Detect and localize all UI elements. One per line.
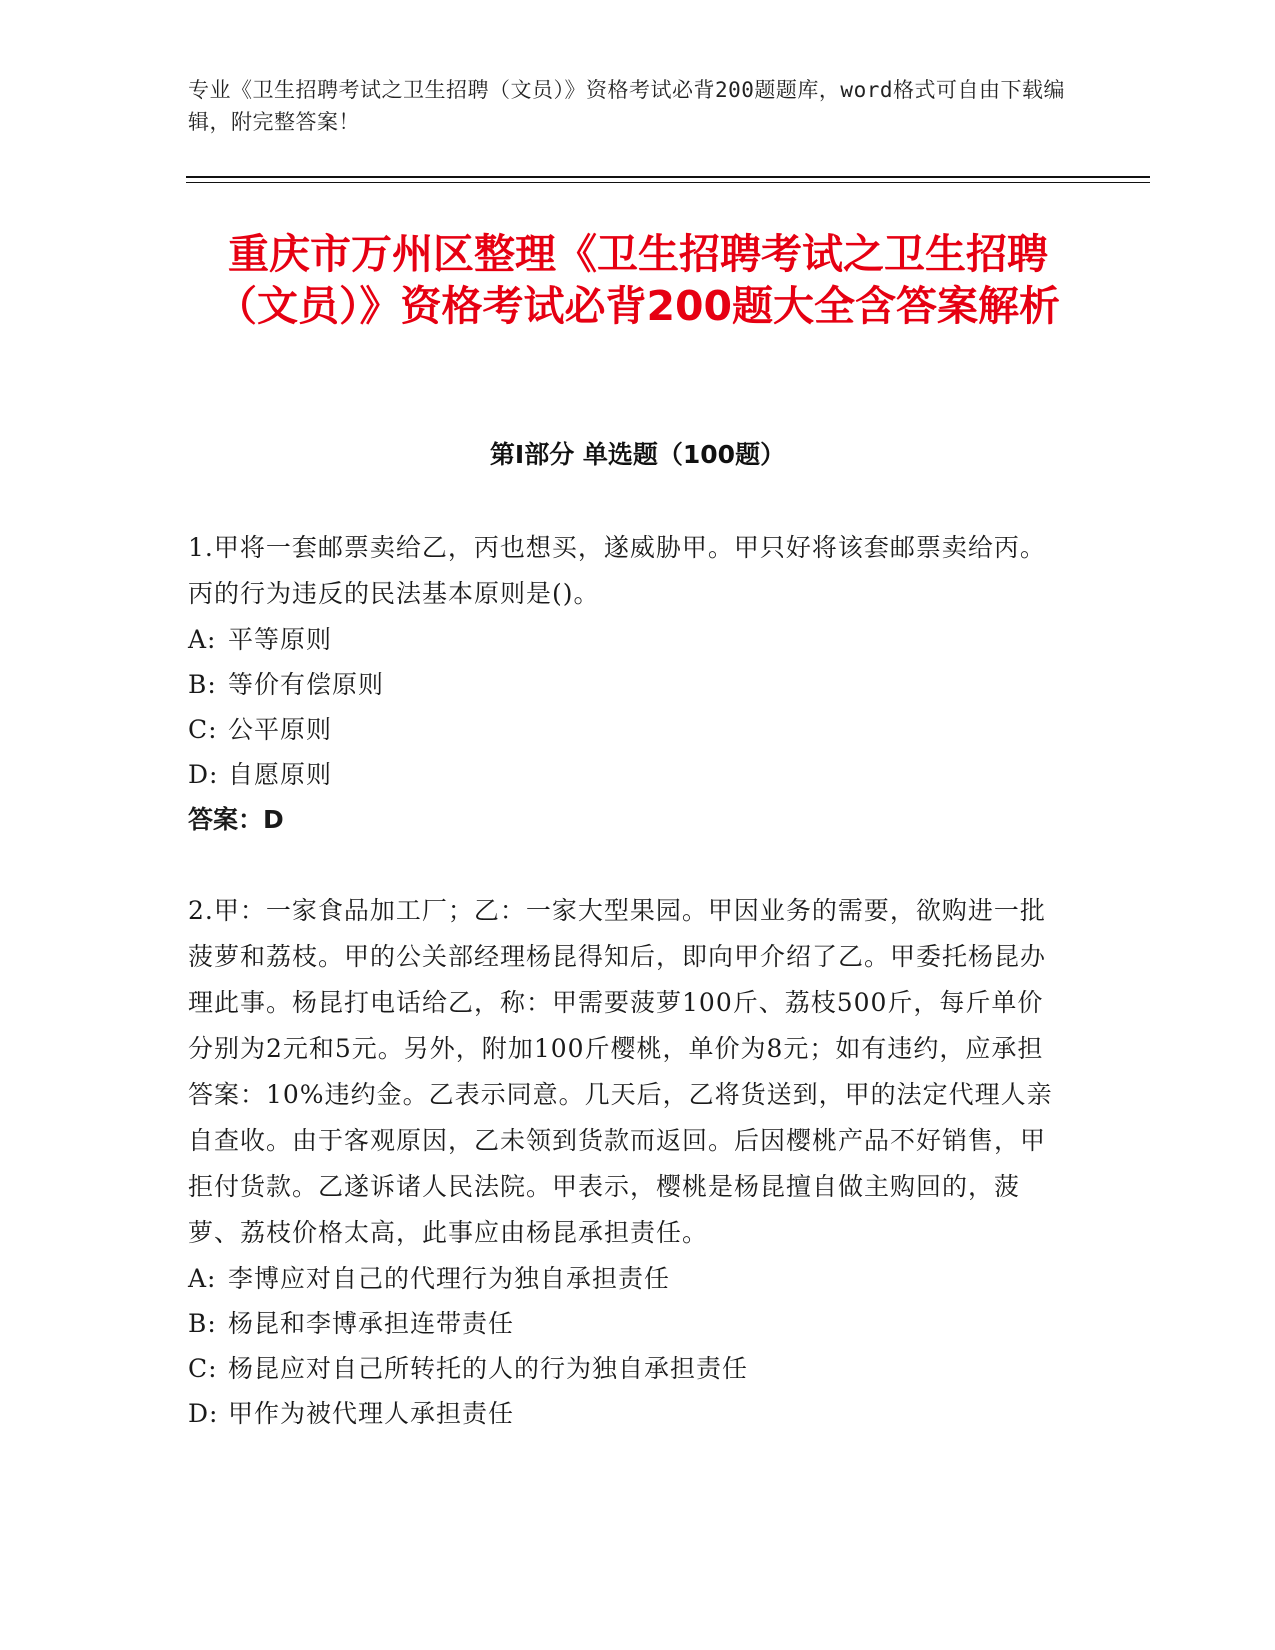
option-text: 公平原则 [228, 715, 333, 744]
header-rule-thin [186, 182, 1150, 183]
option-c [188, 1346, 1068, 1391]
option-text: 等价有偿原则 [228, 670, 385, 699]
question-1 [188, 525, 1068, 843]
option-text: 李博应对自己的代理行为独自承担责任 [228, 1264, 671, 1293]
option-letter: D: [188, 760, 219, 789]
option-letter: A: [188, 1264, 217, 1293]
option-letter: A: [188, 625, 217, 654]
header-rule-thick [186, 176, 1150, 178]
question-stem: 1.甲将一套邮票卖给乙，丙也想买，遂威胁甲。甲只好将该套邮票卖给丙。丙的行为违反的民法基本原则是()。 [188, 533, 1046, 608]
option-letter: B: [188, 670, 217, 699]
option-b [188, 662, 1068, 707]
option-d [188, 752, 1068, 797]
option-c [188, 707, 1068, 752]
section-heading: 第I部分 单选题（100题） [489, 440, 786, 469]
option-letter: C: [188, 1354, 218, 1383]
document-title: 重庆市万州区整理《卫生招聘考试之卫生招聘（文员）》资格考试必背200题大全含答案解析 [215, 230, 1061, 330]
answer: 答案：D [188, 805, 284, 834]
question-2 [188, 888, 1068, 1436]
option-text: 平等原则 [228, 625, 333, 654]
option-a [188, 617, 1068, 662]
option-text: 杨昆和李博承担连带责任 [228, 1309, 515, 1338]
option-letter: D: [188, 1399, 219, 1428]
question-stem: 2.甲：一家食品加工厂；乙：一家大型果园。甲因业务的需要，欲购进一批菠萝和荔枝。甲的公关部经理杨昆得知后，即向甲介绍了乙。甲委托杨昆办理此事。杨昆打电话给乙，称：甲需要菠萝100斤、荔枝500斤，每斤单价分别为2元和5元。另外，附加100斤樱桃，单价为8元；如有违约，应承担答案：10%违约金。乙表示同意。几天后，乙将货送到，甲的法定代理人亲自查收。由于客观原因，乙未领到货款而返回。后因樱桃产品不好销售，甲拒付货款。乙遂诉诸人民法院。甲表示，樱桃是杨昆擅自做主购回的，菠萝、荔枝价格太高，此事应由杨昆承担责任。 [188, 896, 1053, 1247]
option-a [188, 1256, 1068, 1301]
option-letter: C: [188, 715, 218, 744]
option-text: 自愿原则 [228, 760, 333, 789]
option-b [188, 1301, 1068, 1346]
option-letter: B: [188, 1309, 217, 1338]
option-d [188, 1391, 1068, 1436]
option-text: 杨昆应对自己所转托的人的行为独自承担责任 [228, 1354, 749, 1383]
header-note: 专业《卫生招聘考试之卫生招聘（文员）》资格考试必背200题题库，word格式可自由下载编辑，附完整答案！ [188, 78, 1065, 134]
option-text: 甲作为被代理人承担责任 [228, 1399, 515, 1428]
